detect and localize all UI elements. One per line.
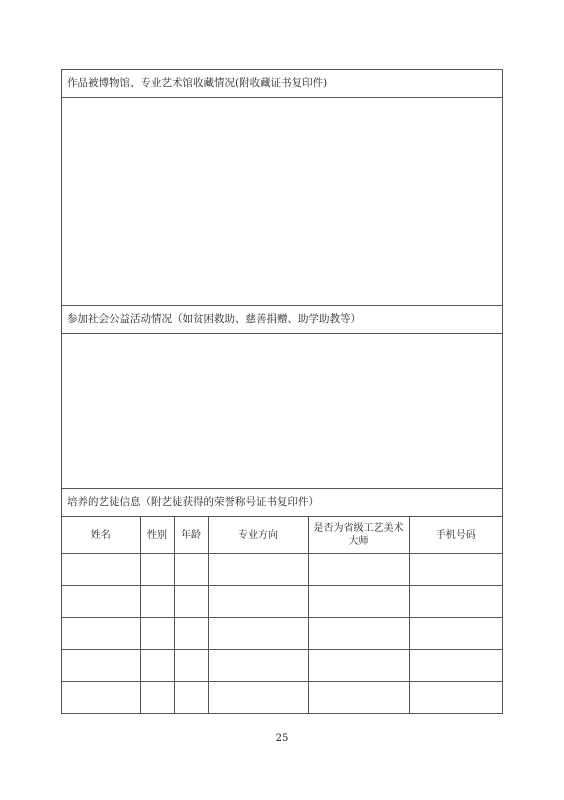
cell-phone[interactable] [409,650,502,682]
cell-phone[interactable] [409,586,502,618]
column-header-age: 年龄 [174,517,208,554]
cell-name[interactable] [62,554,140,586]
museum-collection-field[interactable] [62,98,502,306]
apprentices-header [62,489,502,517]
table-header-row [62,517,502,554]
table-row [62,650,502,682]
cell-specialty[interactable] [208,586,308,618]
table-row [62,618,502,650]
cell-specialty[interactable] [208,554,308,586]
apprentices-title: 培养的艺徒信息（附艺徒获得的荣誉称号证书复印件） [67,496,319,508]
cell-age[interactable] [174,650,208,682]
provincial-master-line1: 是否为省级工艺美术 [313,523,404,534]
column-header-specialty: 专业方向 [208,517,308,554]
cell-provincial-master[interactable] [308,650,409,682]
public-welfare-title: 参加社会公益活动情况（如贫困救助、慈善捐赠、助学助教等） [67,313,361,325]
cell-phone[interactable] [409,618,502,650]
cell-provincial-master[interactable] [308,682,409,714]
cell-name[interactable] [62,618,140,650]
cell-name[interactable] [62,650,140,682]
museum-collection-header [62,70,502,98]
cell-specialty[interactable] [208,618,308,650]
cell-age[interactable] [174,618,208,650]
cell-name[interactable] [62,682,140,714]
cell-age[interactable] [174,554,208,586]
provincial-master-line2: 大师 [348,536,369,547]
table-row [62,586,502,618]
column-header-phone: 手机号码 [409,517,502,554]
column-header-provincial-master [308,517,409,554]
cell-specialty[interactable] [208,650,308,682]
cell-gender[interactable] [140,650,174,682]
cell-gender[interactable] [140,586,174,618]
cell-provincial-master[interactable] [308,586,409,618]
cell-name[interactable] [62,586,140,618]
page-number: 25 [275,733,289,744]
cell-specialty[interactable] [208,682,308,714]
public-welfare-field[interactable] [62,334,502,489]
cell-gender[interactable] [140,682,174,714]
column-header-gender: 性别 [140,517,174,554]
cell-provincial-master[interactable] [308,618,409,650]
cell-age[interactable] [174,682,208,714]
cell-phone[interactable] [409,682,502,714]
cell-age[interactable] [174,586,208,618]
table-row [62,682,502,714]
column-header-name: 姓名 [62,517,140,554]
cell-provincial-master[interactable] [308,554,409,586]
public-welfare-header [62,306,502,334]
table-row [62,554,502,586]
apprentices-table [62,517,502,713]
cell-gender[interactable] [140,618,174,650]
cell-phone[interactable] [409,554,502,586]
application-form [61,69,503,714]
cell-gender[interactable] [140,554,174,586]
museum-collection-title: 作品被博物馆、专业艺术馆收藏情况(附收藏证书复印件) [67,77,328,89]
